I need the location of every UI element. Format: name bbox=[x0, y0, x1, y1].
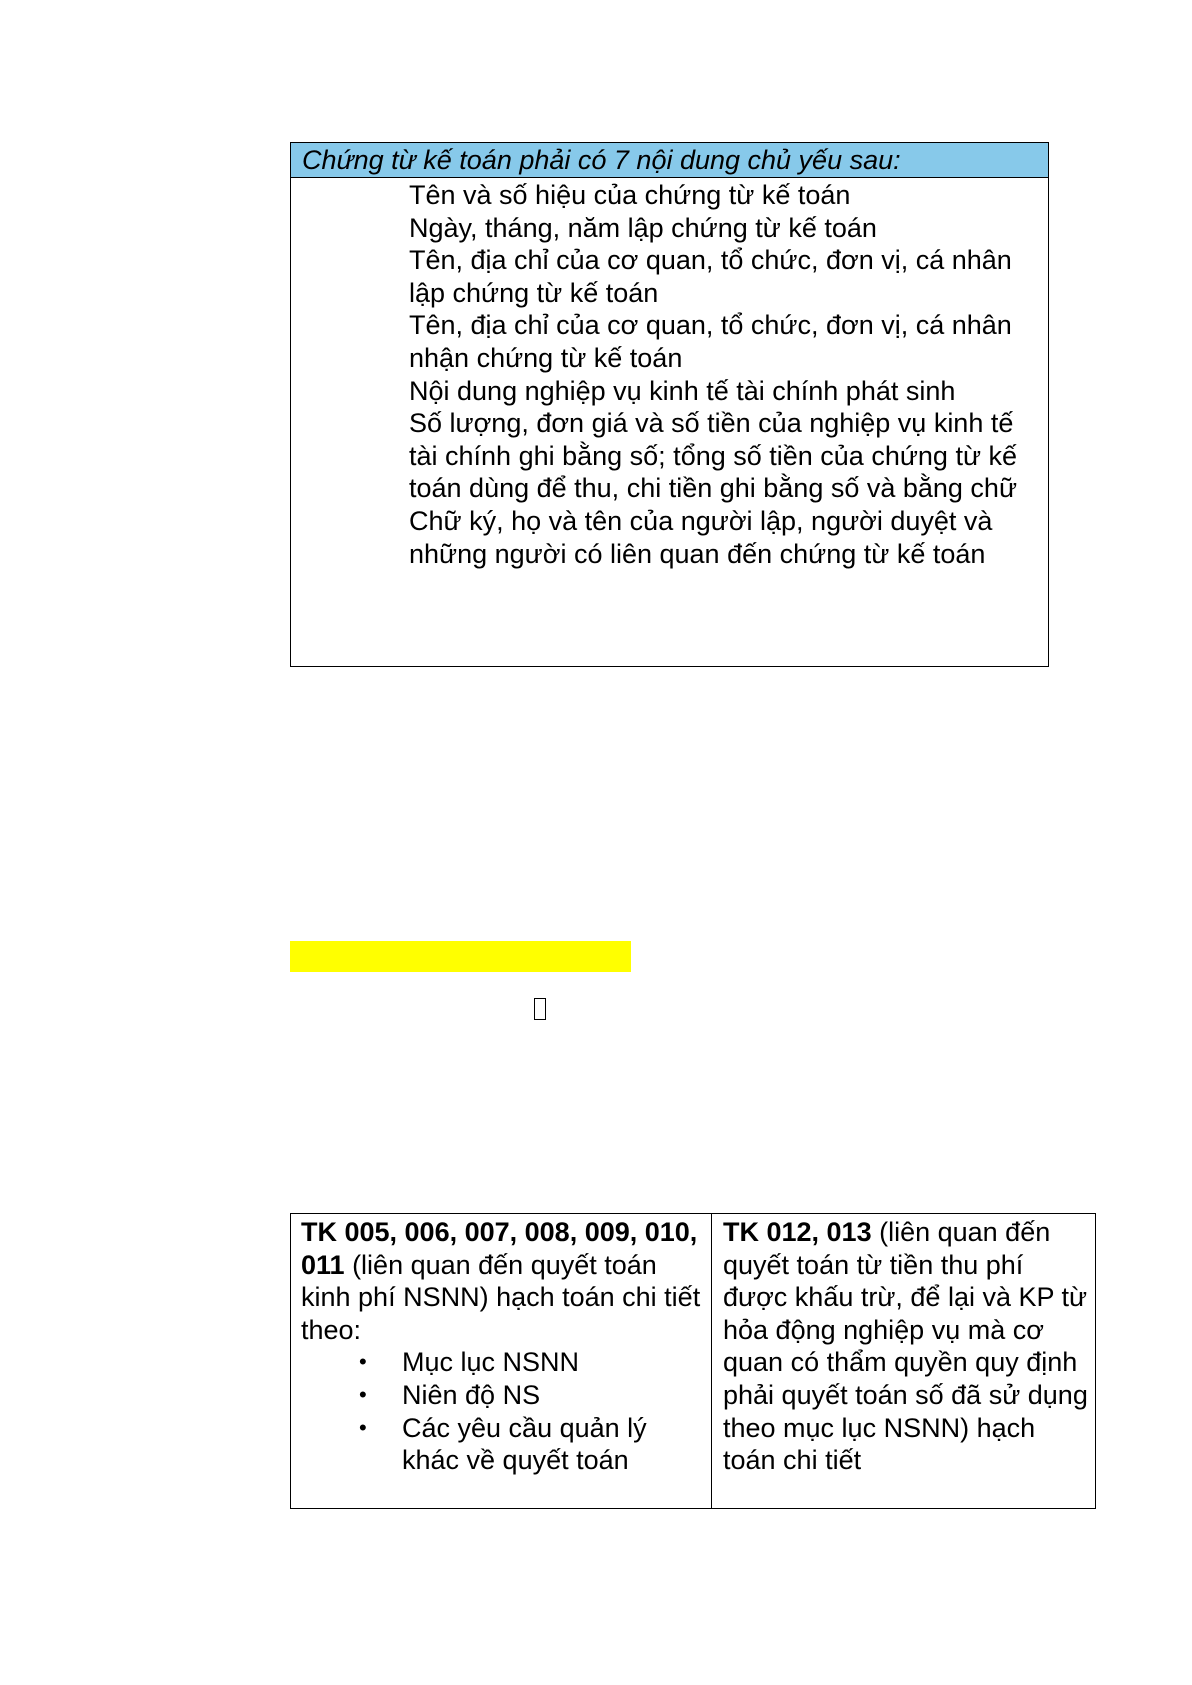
list-item: Tên và số hiệu của chứng từ kế toán bbox=[409, 180, 851, 210]
content-requirements-list bbox=[409, 179, 1039, 570]
list-item: Số lượng, đơn giá và số tiền của nghiệp vụ kinh tế tài chính ghi bằng số; tổng số tiền của chứng từ kế toán dùng để thu, chi tiền ghi bằng số và bằng chữ bbox=[409, 408, 1018, 504]
list-item: • Mục lục NSNN bbox=[301, 1346, 703, 1379]
accounts-012-013-title: TK 012, 013 bbox=[723, 1217, 872, 1247]
accounts-005-011-title: TK 005, 006, 007, 008, 009, 010, 011 bbox=[301, 1217, 698, 1280]
list-item: Ngày, tháng, năm lập chứng từ kế toán bbox=[409, 212, 877, 243]
accounts-005-011-description: (liên quan đến quyết toán kinh phí NSNN) hạch toán chi tiết theo: bbox=[301, 1249, 701, 1345]
list-item: • Các yêu cầu quản lý khác về quyết toán bbox=[301, 1412, 703, 1477]
content-requirements-header: Chứng từ kế toán phải có 7 nội dung chủ yếu sau: bbox=[291, 143, 1048, 178]
list-item: Nội dung nghiệp vụ kinh tế tài chính phát sinh bbox=[409, 375, 956, 406]
list-item: Chữ ký, họ và tên của người lập, người duyệt và những người có liên quan đến chứng từ kế toán bbox=[409, 505, 993, 569]
content-requirements-box bbox=[290, 142, 1049, 667]
list-item: Tên, địa chỉ của cơ quan, tổ chức, đơn vị, cá nhân lập chứng từ kế toán bbox=[409, 245, 1012, 308]
list-item: • Niên độ NS bbox=[301, 1379, 703, 1412]
missing-glyph-icon bbox=[534, 998, 546, 1020]
account-details-table bbox=[290, 1213, 1096, 1509]
list-item: Tên, địa chỉ của cơ quan, tổ chức, đơn vị, cá nhân nhận chứng từ kế toán bbox=[409, 310, 1012, 373]
yellow-highlight-bar bbox=[290, 941, 631, 972]
accounts-005-011-cell bbox=[291, 1214, 712, 1508]
accounts-012-013-description: (liên quan đến quyết toán từ tiền thu phí được khấu trừ, để lại và KP từ hỏa động nghiệp vụ mà cơ quan có thẩm quyền quy định phải quyết toán số đã sử dụng theo mục lục NSNN) hạch toán chi tiết bbox=[723, 1217, 1088, 1476]
accounts-005-011-bullets bbox=[301, 1346, 703, 1476]
accounts-012-013-cell bbox=[712, 1214, 1095, 1508]
